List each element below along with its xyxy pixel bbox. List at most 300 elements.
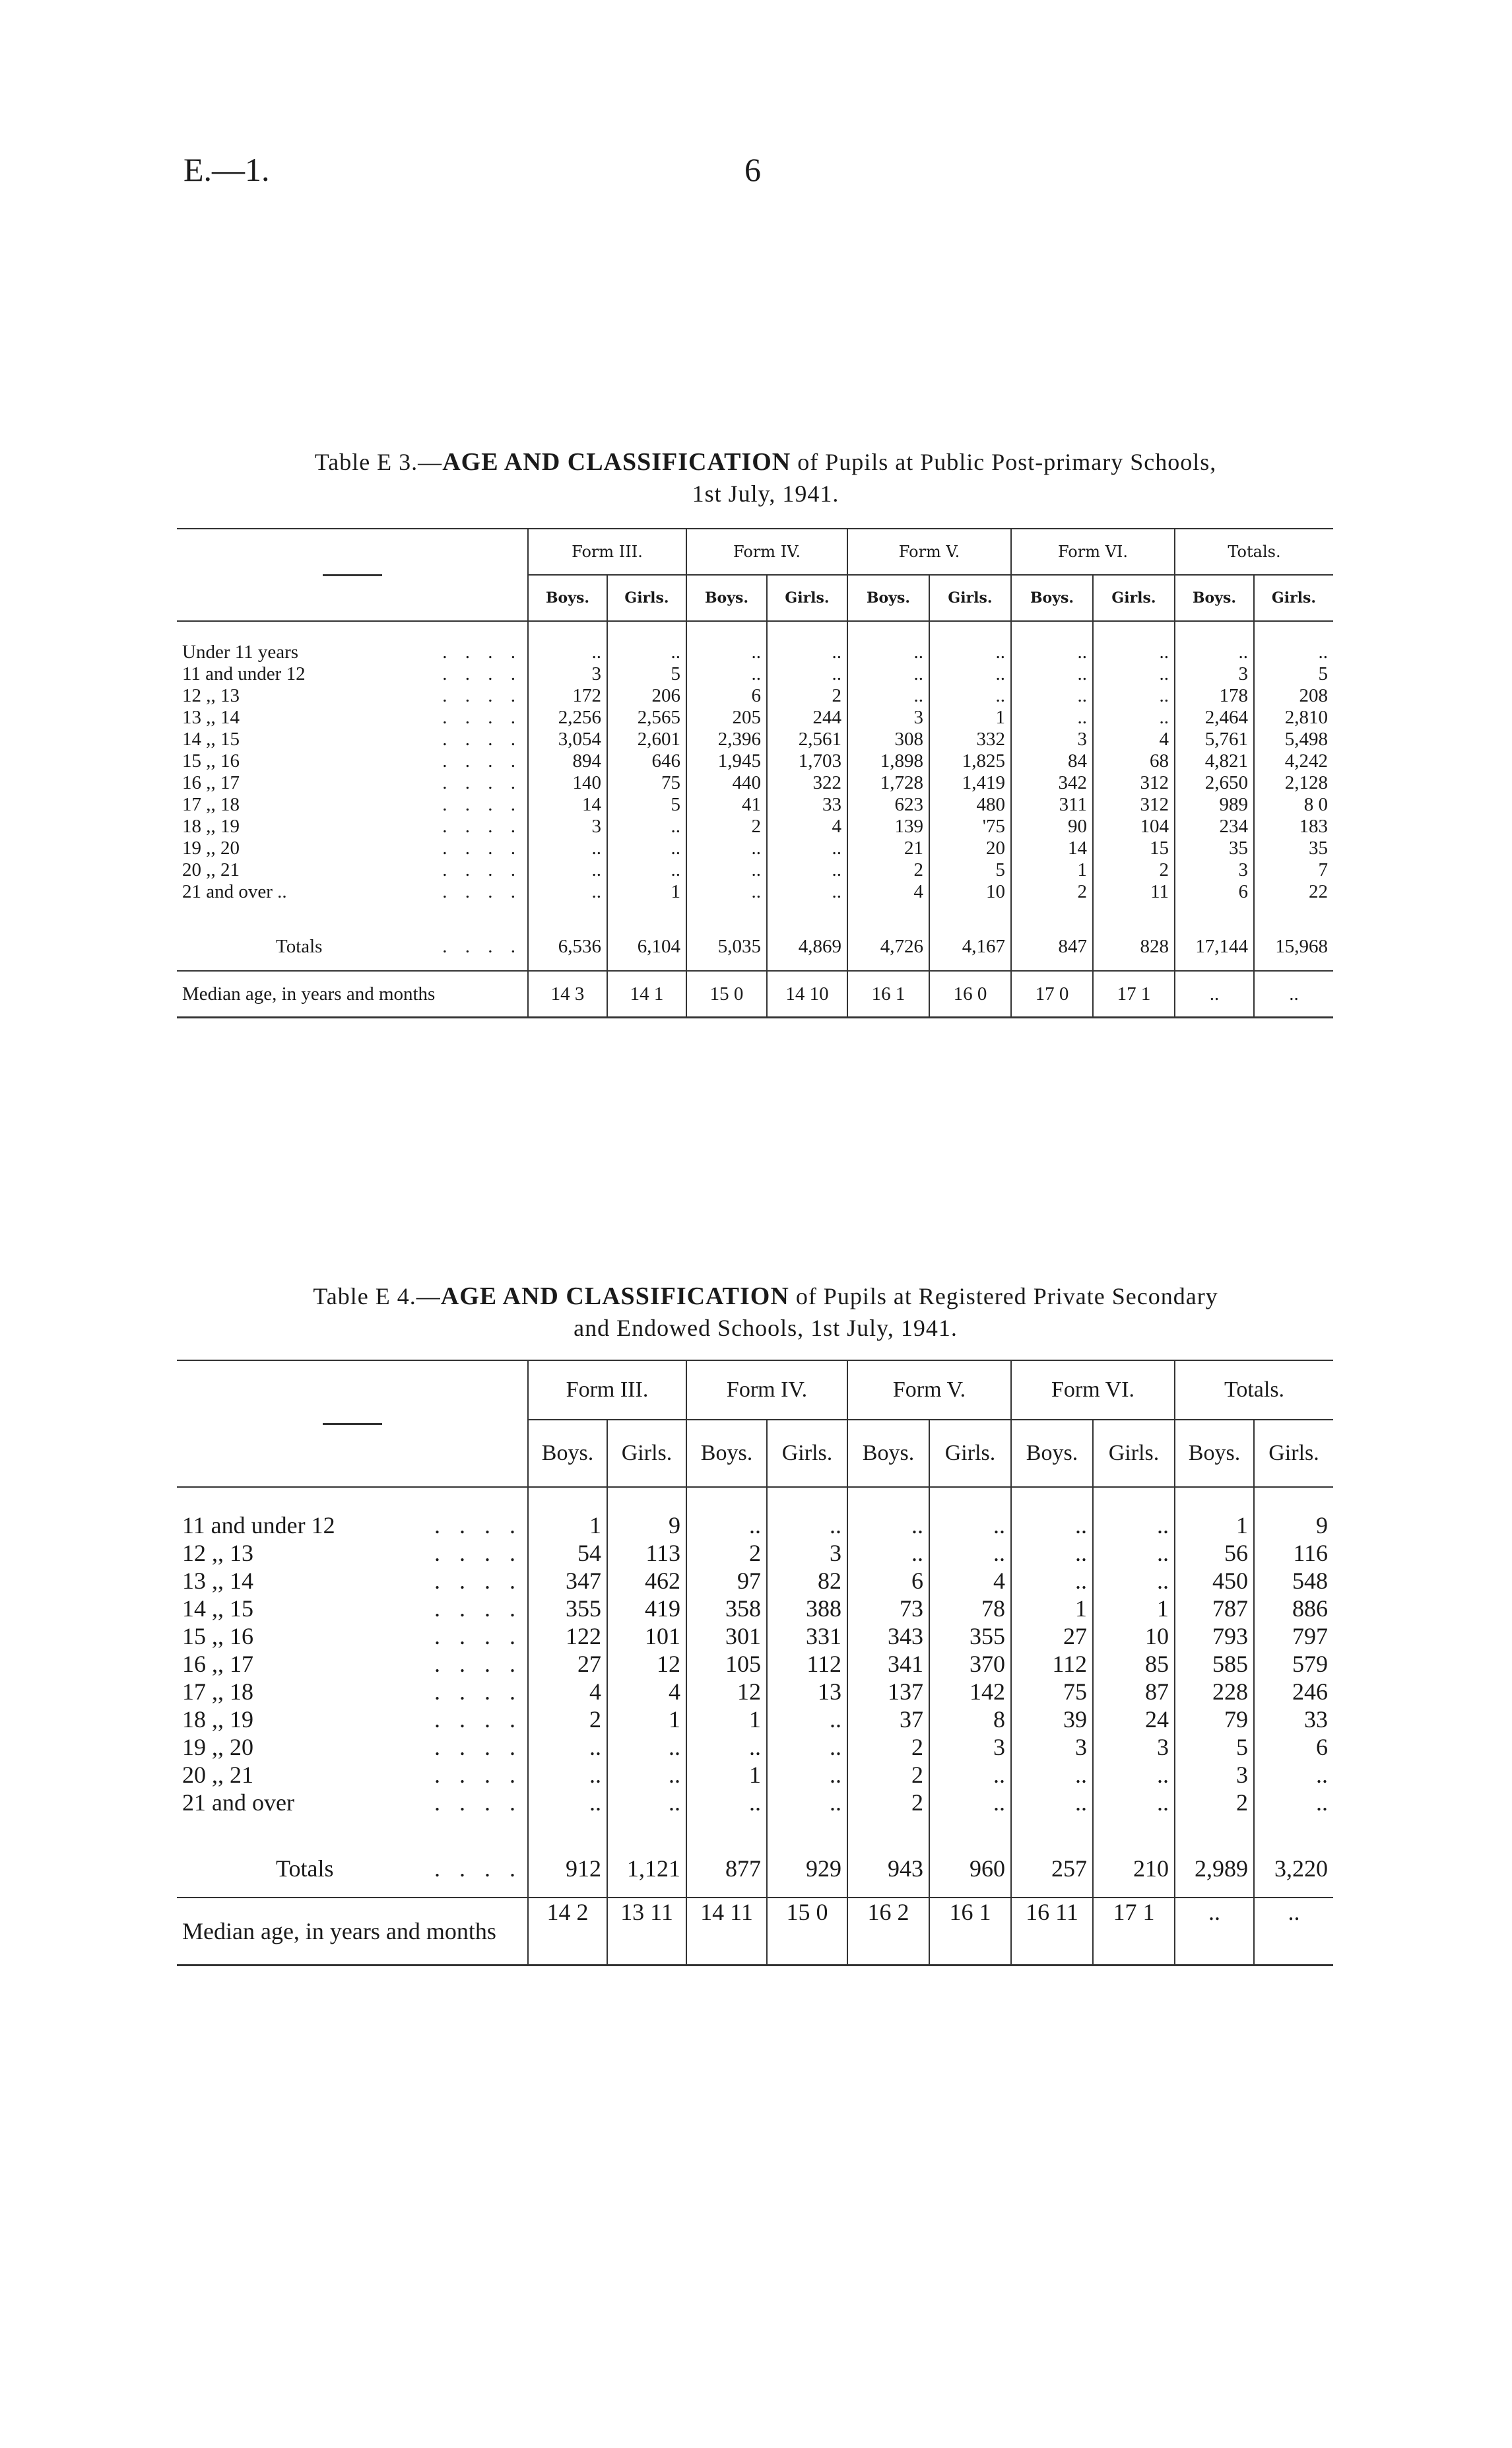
value-cell: 347	[528, 1567, 607, 1595]
sex-header: Girls.	[607, 1420, 686, 1487]
age-label: Under 11 years	[182, 642, 299, 663]
leader-dots: . . . .	[434, 1678, 522, 1705]
age-label-cell	[177, 663, 528, 685]
age-label: 18 ,, 19	[182, 1706, 253, 1733]
value-cell: 10	[929, 881, 1011, 903]
value-cell: 5	[607, 663, 686, 685]
value-cell: ..	[528, 881, 607, 903]
sex-header: Boys.	[686, 575, 767, 621]
table-e3-caption-line1	[198, 446, 1333, 478]
value-cell: 1	[929, 707, 1011, 729]
value-cell: 311	[1011, 794, 1093, 816]
value-cell: ..	[607, 642, 686, 663]
value-cell: ..	[607, 859, 686, 881]
leader-dots: . . . .	[442, 859, 522, 880]
median-cell: 17 1	[1093, 971, 1175, 1018]
value-cell: 5,498	[1254, 729, 1333, 750]
value-cell: 2	[1011, 881, 1093, 903]
value-cell: ..	[847, 642, 929, 663]
leader-dots: . . . .	[434, 1540, 522, 1566]
value-cell: ..	[686, 859, 767, 881]
form-header: Totals.	[1175, 1360, 1333, 1420]
value-cell: 1	[607, 1705, 686, 1733]
value-cell: 355	[929, 1622, 1011, 1650]
value-cell: 9	[607, 1511, 686, 1539]
value-cell: 585	[1175, 1650, 1254, 1678]
age-label-cell	[177, 772, 528, 794]
value-cell: 2	[847, 859, 929, 881]
value-cell: 1,419	[929, 772, 1011, 794]
value-cell: 75	[607, 772, 686, 794]
age-label-cell	[177, 1678, 528, 1705]
leader-dots: . . . .	[434, 1706, 522, 1733]
age-label: 12 ,, 13	[182, 685, 240, 706]
table-row	[177, 663, 1333, 685]
value-cell: 312	[1093, 794, 1175, 816]
age-label: 21 and over	[182, 1789, 294, 1816]
sex-header: Girls.	[1093, 575, 1175, 621]
value-cell: 78	[929, 1595, 1011, 1622]
leader-dots: . . . .	[442, 750, 522, 772]
value-cell: 2,810	[1254, 707, 1333, 729]
leader-dots: . . . .	[434, 1623, 522, 1649]
value-cell: ..	[929, 685, 1011, 707]
table-e3-caption-line2: 1st July, 1941.	[692, 480, 839, 507]
total-cell: 828	[1093, 923, 1175, 971]
value-cell: ..	[1011, 1789, 1093, 1816]
form-header: Form VI.	[1011, 1360, 1175, 1420]
value-cell: 312	[1093, 772, 1175, 794]
value-cell: ..	[528, 1733, 607, 1761]
median-row	[177, 971, 1333, 1018]
median-cell: 14 2	[528, 1898, 607, 1966]
value-cell: 4	[847, 881, 929, 903]
value-cell: 1	[607, 881, 686, 903]
table-row	[177, 1678, 1333, 1705]
value-cell: ..	[767, 1789, 847, 1816]
age-label-cell	[177, 642, 528, 663]
sex-header: Boys.	[528, 575, 607, 621]
table-row	[177, 772, 1333, 794]
totals-label: Totals	[276, 935, 323, 957]
age-label: 13 ,, 14	[182, 1568, 253, 1594]
value-cell: ..	[1254, 1789, 1333, 1816]
value-cell: 2,396	[686, 729, 767, 750]
value-cell: 332	[929, 729, 1011, 750]
sex-header: Boys.	[1175, 575, 1254, 621]
table-row	[177, 881, 1333, 903]
value-cell: 68	[1093, 750, 1175, 772]
value-cell: ..	[847, 663, 929, 685]
median-label: Median age, in years and months	[177, 971, 528, 1018]
total-cell: 1,121	[607, 1840, 686, 1898]
value-cell: ..	[1011, 642, 1093, 663]
total-cell: 4,726	[847, 923, 929, 971]
value-cell: ..	[1175, 642, 1254, 663]
age-label: 11 and under 12	[182, 1512, 335, 1538]
median-cell: 16 1	[929, 1898, 1011, 1966]
value-cell: ..	[847, 1539, 929, 1567]
median-cell: 16 11	[1011, 1898, 1093, 1966]
value-cell: ..	[1093, 663, 1175, 685]
value-cell: 1,898	[847, 750, 929, 772]
value-cell: 3	[929, 1733, 1011, 1761]
table-row	[177, 1567, 1333, 1595]
value-cell: 24	[1093, 1705, 1175, 1733]
age-label-cell	[177, 881, 528, 903]
form-header: Form V.	[847, 1360, 1011, 1420]
table-e4-caption-suffix: of Pupils at Registered Private Secondary	[795, 1283, 1218, 1309]
value-cell: 793	[1175, 1622, 1254, 1650]
table-row	[177, 1595, 1333, 1622]
value-cell: 894	[528, 750, 607, 772]
age-label-cell	[177, 1733, 528, 1761]
form-header: Form III.	[528, 529, 686, 575]
value-cell: ..	[686, 838, 767, 859]
value-cell: 12	[607, 1650, 686, 1678]
leader-dots: . . . .	[442, 816, 522, 837]
median-cell: 13 11	[607, 1898, 686, 1966]
age-label-cell	[177, 816, 528, 838]
age-label: 16 ,, 17	[182, 772, 240, 793]
value-cell: 331	[767, 1622, 847, 1650]
leader-dots: . . . .	[442, 772, 522, 793]
table-row	[177, 816, 1333, 838]
leader-dots: . . . .	[442, 729, 522, 750]
value-cell: ..	[1254, 1761, 1333, 1789]
value-cell: 35	[1175, 838, 1254, 859]
table-row	[177, 1705, 1333, 1733]
value-cell: 2,464	[1175, 707, 1254, 729]
value-cell: 1	[1175, 1511, 1254, 1539]
age-label: 15 ,, 16	[182, 1623, 253, 1649]
value-cell: 142	[929, 1678, 1011, 1705]
table-e3-caption	[198, 446, 1333, 510]
value-cell: 112	[767, 1650, 847, 1678]
table-row	[177, 642, 1333, 663]
stub-header	[177, 1360, 528, 1487]
value-cell: ..	[607, 1789, 686, 1816]
value-cell: ..	[686, 663, 767, 685]
sex-header: Boys.	[1011, 1420, 1093, 1487]
value-cell: 172	[528, 685, 607, 707]
value-cell: ..	[1093, 1567, 1175, 1595]
total-cell: 943	[847, 1840, 929, 1898]
value-cell: 2	[686, 1539, 767, 1567]
value-cell: ..	[929, 642, 1011, 663]
age-label-cell	[177, 750, 528, 772]
value-cell: 137	[847, 1678, 929, 1705]
value-cell: ..	[607, 1761, 686, 1789]
age-label-cell	[177, 1705, 528, 1733]
table-row	[177, 1789, 1333, 1816]
median-label: Median age, in years and months	[177, 1898, 528, 1966]
value-cell: 3,054	[528, 729, 607, 750]
value-cell: 205	[686, 707, 767, 729]
sex-header: Girls.	[1254, 1420, 1333, 1487]
value-cell: 206	[607, 685, 686, 707]
value-cell: ..	[929, 1761, 1011, 1789]
value-cell: 10	[1093, 1622, 1175, 1650]
value-cell: 8 0	[1254, 794, 1333, 816]
value-cell: ..	[686, 1511, 767, 1539]
value-cell: ..	[1011, 1761, 1093, 1789]
value-cell: ..	[767, 642, 847, 663]
value-cell: ..	[528, 1761, 607, 1789]
table-row	[177, 1539, 1333, 1567]
leader-dots: . . . .	[442, 935, 522, 957]
leader-dots: . . . .	[442, 838, 522, 859]
median-cell: ..	[1175, 1898, 1254, 1966]
total-cell: 877	[686, 1840, 767, 1898]
value-cell: 3	[528, 816, 607, 838]
total-cell: 6,536	[528, 923, 607, 971]
value-cell: 33	[767, 794, 847, 816]
form-header: Form V.	[847, 529, 1011, 575]
age-label: 20 ,, 21	[182, 859, 240, 880]
median-cell: 14 10	[767, 971, 847, 1018]
value-cell: ..	[1011, 685, 1093, 707]
value-cell: 139	[847, 816, 929, 838]
value-cell: 15	[1093, 838, 1175, 859]
value-cell: 6	[1254, 1733, 1333, 1761]
age-label: 14 ,, 15	[182, 729, 240, 750]
value-cell: ..	[929, 1789, 1011, 1816]
form-header: Totals.	[1175, 529, 1333, 575]
value-cell: 3	[528, 663, 607, 685]
total-cell: 5,035	[686, 923, 767, 971]
value-cell: ..	[767, 1511, 847, 1539]
value-cell: ..	[929, 1511, 1011, 1539]
value-cell: 5	[1175, 1733, 1254, 1761]
table-e3-caption-bold: AGE AND CLASSIFICATION	[442, 448, 791, 476]
value-cell: 5,761	[1175, 729, 1254, 750]
age-label-cell	[177, 1650, 528, 1678]
value-cell: 208	[1254, 685, 1333, 707]
table-row	[177, 859, 1333, 881]
table-row	[177, 685, 1333, 707]
value-cell: 462	[607, 1567, 686, 1595]
value-cell: 623	[847, 794, 929, 816]
total-cell: 3,220	[1254, 1840, 1333, 1898]
total-cell: 15,968	[1254, 923, 1333, 971]
age-label-cell	[177, 729, 528, 750]
median-cell: 15 0	[767, 1898, 847, 1966]
value-cell: ..	[528, 642, 607, 663]
value-cell: ..	[1011, 1567, 1093, 1595]
leader-dots: . . . .	[434, 1568, 522, 1594]
value-cell: 104	[1093, 816, 1175, 838]
totals-row	[177, 1840, 1333, 1898]
median-cell: 14 1	[607, 971, 686, 1018]
value-cell: 178	[1175, 685, 1254, 707]
value-cell: ..	[686, 1789, 767, 1816]
table-e4-caption-prefix: Table E 4.—	[313, 1283, 441, 1309]
value-cell: 3	[847, 707, 929, 729]
value-cell: 82	[767, 1567, 847, 1595]
sex-header: Girls.	[929, 575, 1011, 621]
value-cell: ..	[767, 881, 847, 903]
value-cell: 2,256	[528, 707, 607, 729]
value-cell: 8	[929, 1705, 1011, 1733]
value-cell: 2,650	[1175, 772, 1254, 794]
age-label: 12 ,, 13	[182, 1540, 253, 1566]
value-cell: 33	[1254, 1705, 1333, 1733]
value-cell: 4	[607, 1678, 686, 1705]
value-cell: 122	[528, 1622, 607, 1650]
totals-label-cell	[177, 1840, 528, 1898]
value-cell: 140	[528, 772, 607, 794]
value-cell: ..	[686, 881, 767, 903]
value-cell: 228	[1175, 1678, 1254, 1705]
age-label-cell	[177, 1789, 528, 1816]
age-label: 15 ,, 16	[182, 750, 240, 772]
value-cell: 388	[767, 1595, 847, 1622]
value-cell: 2,601	[607, 729, 686, 750]
value-cell: ..	[767, 663, 847, 685]
value-cell: 3	[1093, 1733, 1175, 1761]
age-label: 17 ,, 18	[182, 1678, 253, 1705]
value-cell: 2	[847, 1733, 929, 1761]
leader-dots: . . . .	[434, 1789, 522, 1816]
value-cell: ..	[1011, 707, 1093, 729]
value-cell: 39	[1011, 1705, 1093, 1733]
leader-dots: . . . .	[434, 1512, 522, 1538]
value-cell: 6	[847, 1567, 929, 1595]
median-cell: 15 0	[686, 971, 767, 1018]
value-cell: ..	[1093, 685, 1175, 707]
value-cell: 3	[1175, 663, 1254, 685]
value-cell: ..	[847, 1511, 929, 1539]
value-cell: 116	[1254, 1539, 1333, 1567]
value-cell: 322	[767, 772, 847, 794]
median-cell: ..	[1254, 1898, 1333, 1966]
value-cell: 12	[686, 1678, 767, 1705]
age-label-cell	[177, 859, 528, 881]
value-cell: 75	[1011, 1678, 1093, 1705]
table-e4	[177, 1360, 1333, 1966]
sex-header: Boys.	[1175, 1420, 1254, 1487]
value-cell: 343	[847, 1622, 929, 1650]
median-cell: ..	[1254, 971, 1333, 1018]
value-cell: 2,561	[767, 729, 847, 750]
value-cell: 787	[1175, 1595, 1254, 1622]
median-row	[177, 1898, 1333, 1966]
page-header-ref: E.—1.	[183, 151, 270, 188]
totals-label: Totals	[276, 1855, 334, 1882]
value-cell: 480	[929, 794, 1011, 816]
value-cell: 37	[847, 1705, 929, 1733]
value-cell: 85	[1093, 1650, 1175, 1678]
value-cell: 13	[767, 1678, 847, 1705]
value-cell: 2	[1175, 1789, 1254, 1816]
value-cell: ..	[686, 1733, 767, 1761]
value-cell: ..	[607, 1733, 686, 1761]
value-cell: 308	[847, 729, 929, 750]
value-cell: 3	[1175, 1761, 1254, 1789]
total-cell: 2,989	[1175, 1840, 1254, 1898]
value-cell: 87	[1093, 1678, 1175, 1705]
value-cell: ..	[1093, 1789, 1175, 1816]
age-label-cell	[177, 1761, 528, 1789]
totals-row	[177, 923, 1333, 971]
age-label: 18 ,, 19	[182, 816, 240, 837]
table-e3-caption-prefix: Table E 3.—	[314, 449, 443, 475]
age-label: 20 ,, 21	[182, 1762, 253, 1788]
value-cell: 4	[1093, 729, 1175, 750]
age-label-cell	[177, 1595, 528, 1622]
table-row	[177, 1761, 1333, 1789]
age-label-cell	[177, 1511, 528, 1539]
total-cell: 912	[528, 1840, 607, 1898]
value-cell: 113	[607, 1539, 686, 1567]
leader-dots: . . . .	[442, 881, 522, 902]
value-cell: 21	[847, 838, 929, 859]
value-cell: 2,128	[1254, 772, 1333, 794]
leader-dots: . . . .	[442, 707, 522, 728]
value-cell: 27	[528, 1650, 607, 1678]
leader-dots: . . . .	[442, 642, 522, 663]
value-cell: ..	[528, 859, 607, 881]
value-cell: 1	[686, 1761, 767, 1789]
total-cell: 257	[1011, 1840, 1093, 1898]
value-cell: ..	[1011, 1539, 1093, 1567]
sex-header: Girls.	[1093, 1420, 1175, 1487]
table-e4-caption-line1	[198, 1280, 1333, 1312]
age-label: 17 ,, 18	[182, 794, 240, 815]
age-label-cell	[177, 1567, 528, 1595]
value-cell: 1,945	[686, 750, 767, 772]
value-cell: ..	[528, 1789, 607, 1816]
value-cell: 358	[686, 1595, 767, 1622]
age-label-cell	[177, 685, 528, 707]
table-row	[177, 707, 1333, 729]
total-cell: 929	[767, 1840, 847, 1898]
value-cell: 97	[686, 1567, 767, 1595]
stub-header	[177, 529, 528, 621]
value-cell: ..	[686, 642, 767, 663]
leader-dots: . . . .	[434, 1651, 522, 1677]
value-cell: 886	[1254, 1595, 1333, 1622]
value-cell: 14	[1011, 838, 1093, 859]
value-cell: ..	[607, 816, 686, 838]
leader-dots: . . . .	[434, 1762, 522, 1788]
age-label: 14 ,, 15	[182, 1595, 253, 1622]
value-cell: ..	[607, 838, 686, 859]
value-cell: 22	[1254, 881, 1333, 903]
age-label-cell	[177, 1539, 528, 1567]
value-cell: 101	[607, 1622, 686, 1650]
value-cell: 54	[528, 1539, 607, 1567]
value-cell: 234	[1175, 816, 1254, 838]
age-label: 13 ,, 14	[182, 707, 240, 728]
value-cell: 105	[686, 1650, 767, 1678]
median-cell: 16 0	[929, 971, 1011, 1018]
value-cell: 1,703	[767, 750, 847, 772]
table-row	[177, 838, 1333, 859]
value-cell: 2,565	[607, 707, 686, 729]
form-header: Form IV.	[686, 1360, 847, 1420]
leader-dots: . . . .	[442, 685, 522, 706]
value-cell: ..	[767, 1733, 847, 1761]
table-e4-caption-line2: and Endowed Schools, 1st July, 1941.	[574, 1315, 958, 1341]
value-cell: 183	[1254, 816, 1333, 838]
value-cell: ..	[1093, 1511, 1175, 1539]
table-e3-caption-suffix: of Pupils at Public Post-primary Schools,	[797, 449, 1217, 475]
value-cell: 4	[528, 1678, 607, 1705]
value-cell: 797	[1254, 1622, 1333, 1650]
value-cell: 579	[1254, 1650, 1333, 1678]
